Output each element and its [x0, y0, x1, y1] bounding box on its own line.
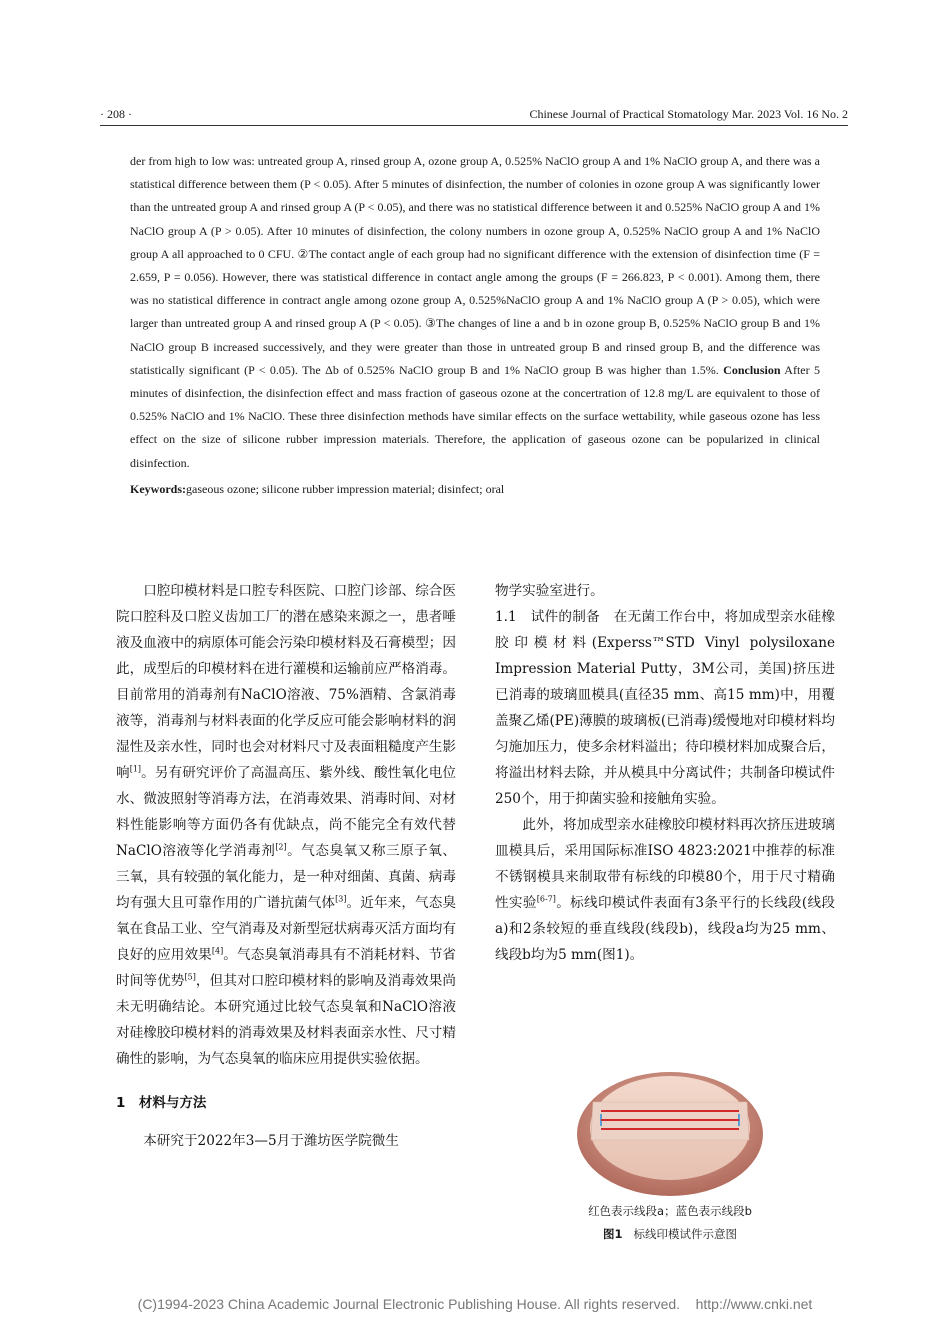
- ref-4: [4]: [211, 946, 224, 956]
- abstract-text: [130, 150, 820, 475]
- marked-text-b: 。标线印模试件表面有3条平行的长线段(线段a)和2条较短的垂直线段(线段b)，线段a均为25 mm、线段b均为5 mm(图1)。: [495, 895, 835, 963]
- specimen-prep-paragraph: [495, 604, 835, 812]
- keywords-text: gaseous ozone; silicone rubber impression material; disinfect; oral: [186, 481, 505, 496]
- copyright-footer: [0, 1296, 950, 1312]
- ref-1: [1]: [129, 764, 142, 774]
- section-heading-methods: 1 材料与方法: [116, 1095, 207, 1111]
- ref-5: [5]: [184, 972, 196, 982]
- marked-specimen-paragraph: [495, 812, 835, 968]
- header-rule: [100, 125, 848, 126]
- intro-text-a: 口腔印模材料是口腔专科医院、口腔门诊部、综合医院口腔科及口腔义齿加工厂的潜在感染来源之一，患者唾液及血液中的病原体可能会污染印模材料及石膏模型；因此，成型后的印模材料在进行灌模和运输前应严格消毒。目前常用的消毒剂有NaClO溶液、75%酒精、含氯消毒液等，消毒剂与材料表面的化学反应可能会影响材料的润湿性及亲水性，同时也会对材料尺寸及表面粗糙度产生影响: [116, 583, 456, 781]
- intro-text-b: 。另有研究评价了高温高压、紫外线、酸性氧化电位水、微波照射等消毒方法，在消毒效果、消毒时间、对材料性能影响等方面仍各有优缺点，尚不能完全有效代替NaClO溶液等化学消毒剂: [116, 765, 457, 859]
- methods-continuation: 物学实验室进行。: [495, 583, 604, 599]
- ref-2: [2]: [275, 842, 287, 852]
- page-number: · 208 ·: [100, 107, 132, 121]
- intro-text-e: 。气态臭氧消毒具有不消耗材料、节省时间等优势: [116, 947, 457, 989]
- intro-paragraph: [116, 578, 456, 1072]
- specimen-figure: [575, 1068, 765, 1198]
- figure-legend: 红色表示线段a；蓝色表示线段b: [588, 1204, 752, 1218]
- figure-caption-text: 标线印模试件示意图: [633, 1227, 737, 1241]
- figure-label: 图1: [603, 1227, 623, 1241]
- intro-text-c: 。气态臭氧又称三原子氧、三氧，具有较强的氧化能力，是一种对细菌、真菌、病毒均有强大且可靠作用的广谱抗菌气体: [116, 843, 456, 911]
- right-column: [495, 578, 835, 968]
- cnki-link[interactable]: http://www.cnki.net: [695, 1296, 813, 1312]
- marked-text-a: 此外，将加成型亲水硅橡胶印模材料再次挤压进玻璃皿模具后，采用国际标准ISO 4823:2021中推荐的标准不锈钢模具来制取带有标线的印模80个，用于尺寸精确性实验: [495, 817, 835, 911]
- specimen-prep-text: 在无菌工作台中，将加成型亲水硅橡胶印模材料(Experss™STD Vinyl polysiloxane Impression Material Putty，3M公司，美国)挤压进已消毒的玻璃皿模具(直径35 mm、高15 mm)中，用覆盖聚乙烯(PE)薄膜的玻璃板(已消毒)缓慢地对印模材料均匀施加压力，使多余材料溢出；待印模材料加成聚合后，将溢出材料去除，并从模具中分离试件；共制备印模试件250个，用于抑菌实验和接触角实验。: [495, 609, 835, 807]
- abstract-block: [130, 150, 820, 501]
- intro-text-d: 。近年来，气态臭氧在食品工业、空气消毒及对新型冠状病毒灭活方面均有良好的应用效果: [116, 895, 457, 963]
- ref-3: [3]: [335, 894, 347, 904]
- keywords-label: Keywords:: [130, 481, 186, 496]
- conclusion-text: After 5 minutes of disinfection, the disinfection effect and mass fraction of gaseous ozone at the concertration of 12.8 mg/L are equivalent to those of 0.525% NaClO and 1% NaClO. These three disinfection methods have similar effects on the surface wettability, while gaseous ozone has less effect on the size of silicone rubber impression materials. Therefore, the application of gaseous ozone can be popularized in clinical disinfection.: [130, 362, 821, 470]
- figure-caption: [560, 1226, 780, 1242]
- journal-header: Chinese Journal of Practical Stomatology Mar. 2023 Vol. 16 No. 2: [529, 107, 848, 121]
- conclusion-label: Conclusion: [723, 362, 781, 377]
- copyright-text: (C)1994-2023 China Academic Journal Electronic Publishing House. All rights reserved.: [137, 1296, 681, 1312]
- ref-6-7: [6-7]: [536, 894, 556, 904]
- subsection-heading: 1.1 试件的制备: [495, 609, 600, 625]
- methods-paragraph: 本研究于2022年3—5月于潍坊医学院微生: [143, 1133, 399, 1149]
- left-column: [116, 578, 456, 1154]
- keywords-line: [130, 478, 820, 501]
- abstract-results: der from high to low was: untreated group A, rinsed group A, ozone group A, 0.525% NaClO group A and 1% NaClO group A, and there was a statistical difference between them (P < 0.05). After 5 minutes of disinfection, the number of colonies in ozone group A was significantly lower than the untreated group A and rinsed group A (P < 0.05), and there was no statistical difference between it and 0.525% NaClO group A and 1% NaClO group A (P > 0.05). After 10 minutes of disinfection, the colony numbers in ozone group A, 0.525% NaClO group A and 1% NaClO group A all approached to 0 CFU. ②The contact angle of each group had no significant difference with the extension of disinfection time (F = 2.659, P = 0.056). However, there was statistical difference in contact angle among the groups (F = 266.823, P < 0.001). Among them, there was no statistical difference in contract angle among ozone group A, 0.525%NaClO group A and 1% NaClO group A (P > 0.05), which were larger than untreated group A and rinsed group A (P < 0.05). ③The changes of line a and b in ozone group B, 0.525% NaClO group B and 1% NaClO group B increased successively, and they were greater than those in untreated group B and rinsed group B, and the difference was statistically significant (P < 0.05). The Δb of 0.525% NaClO group B and 1% NaClO group B was higher than 1.5%.: [130, 154, 820, 377]
- intro-text-f: ，但其对口腔印模材料的影响及消毒效果尚未无明确结论。本研究通过比较气态臭氧和NaClO溶液对硅橡胶印模材料的消毒效果及材料表面亲水性、尺寸精确性的影响，为气态臭氧的临床应用提供实验依据。: [116, 973, 457, 1067]
